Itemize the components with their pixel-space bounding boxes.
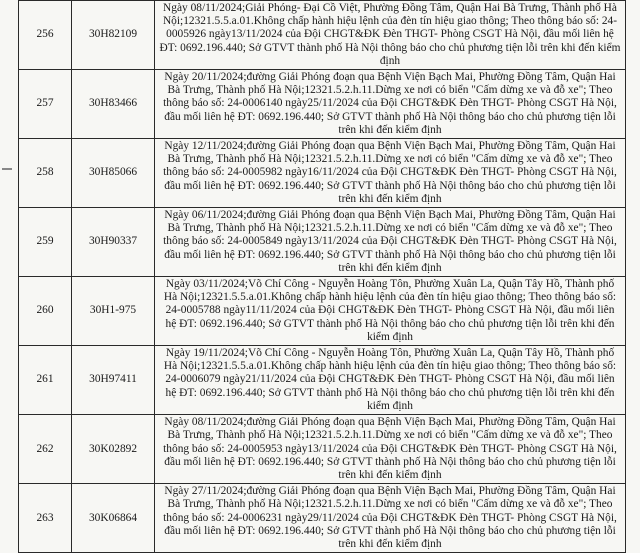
violation-details: Ngày 27/11/2024;đường Giải Phóng đoạn qua Bệnh Viện Bạch Mai, Phường Đồng Tâm, Quận Hai Bà Trưng, Thành phố Hà Nội;12321.5.2.h.11.Dừng xe nơi có biển "Cấm dừng xe và đỗ xe"; Theo thông báo số: 24-0006231 ngày29/11/2024 của Đội CHGT&ĐK Đèn THGT- Phòng CSGT Hà Nội, đầu mối liên hệ ĐT: 0692.196.440; Sở GTVT thành phố Hà Nội thông báo cho chủ phương tiện lỗi trên khi đến kiểm định [155, 484, 626, 553]
violation-details: Ngày 19/11/2024;Võ Chí Công - Nguyễn Hoàng Tôn, Phường Xuân La, Quận Tây Hồ, Thành phố Hà Nội;12321.5.5.a.01.Không chấp hành hiệu lệnh của đèn tín hiệu giao thông; Theo thông báo số: 24-0006079 ngày21/11/2024 của Đội CHGT&ĐK Đèn THGT- Phòng CSGT Hà Nội, đầu mối liên hệ ĐT: 0692.196.440; Sở GTVT thành phố Hà Nội thông báo cho chủ phương tiện lỗi trên khi đến kiểm định [155, 346, 626, 415]
violation-details: Ngày 08/11/2024;đường Giải Phóng đoạn qua Bệnh Viện Bạch Mai, Phường Đồng Tâm, Quận Hai Bà Trưng, Thành phố Hà Nội;12321.5.2.h.11.Dừng xe nơi có biển "Cấm dừng xe và đỗ xe"; Theo thông báo số: 24-0005953 ngày13/11/2024 của Đội CHGT&ĐK Đèn THGT- Phòng CSGT Hà Nội, đầu mối liên hệ ĐT: 0692.196.440; Sở GTVT thành phố Hà Nội thông báo cho chủ phương tiện lỗi trên khi đến kiểm định [155, 415, 626, 484]
margin-mark [2, 168, 12, 170]
violation-details: Ngày 06/11/2024;đường Giải Phóng đoạn qua Bệnh Viện Bạch Mai, Phường Đồng Tâm, Quận Hai Bà Trưng, Thành phố Hà Nội;12321.5.2.h.11.Dừng xe nơi có biển "Cấm dừng xe và đỗ xe"; Theo thông báo số: 24-0005849 ngày13/11/2024 của Đội CHGT&ĐK Đèn THGT- Phòng CSGT Hà Nội, đầu mối liên hệ ĐT: 0692.196.440; Sở GTVT thành phố Hà Nội thông báo cho chủ phương tiện lỗi trên khi đến kiểm định [155, 208, 626, 277]
license-plate: 30K02892 [72, 415, 155, 484]
license-plate: 30H82109 [72, 1, 155, 70]
violation-details: Ngày 08/11/2024;Giải Phóng- Đại Cồ Việt, Phường Đồng Tâm, Quận Hai Bà Trưng, Thành phố Hà Nội;12321.5.5.a.01.Không chấp hành hiệu lệnh của đèn tín hiệu giao thông; Theo thông báo số: 24-0005926 ngày13/11/2024 của Đội CHGT&ĐK Đèn THGT- Phòng CSGT Hà Nội, đầu mối liên hệ ĐT: 0692.196.440; Sở GTVT thành phố Hà Nội thông báo cho chủ phương tiện lỗi trên khi đến kiểm định [155, 1, 626, 70]
row-number: 260 [19, 277, 72, 346]
license-plate: 30H85066 [72, 139, 155, 208]
table-row [19, 70, 626, 139]
row-number: 259 [19, 208, 72, 277]
violation-details: Ngày 03/11/2024;Võ Chí Công - Nguyễn Hoàng Tôn, Phường Xuân La, Quận Tây Hồ, Thành phố Hà Nội;12321.5.5.a.01.Không chấp hành hiệu lệnh của đèn tín hiệu giao thông; Theo thông báo số: 24-0005788 ngày11/11/2024 của Đội CHGT&ĐK Đèn THGT- Phòng CSGT Hà Nội, đầu mối liên hệ ĐT: 0692.196.440; Sở GTVT thành phố Hà Nội thông báo cho chủ phương tiện lỗi trên khi đến kiểm định [155, 277, 626, 346]
row-number: 256 [19, 1, 72, 70]
license-plate: 30H97411 [72, 346, 155, 415]
table-row [19, 415, 626, 484]
row-number: 261 [19, 346, 72, 415]
table-row [19, 139, 626, 208]
violations-table [18, 0, 626, 553]
license-plate: 30H83466 [72, 70, 155, 139]
table-row [19, 484, 626, 553]
license-plate: 30H90337 [72, 208, 155, 277]
row-number: 258 [19, 139, 72, 208]
violation-details: Ngày 20/11/2024;đường Giải Phóng đoạn qua Bệnh Viện Bạch Mai, Phường Đồng Tâm, Quận Hai Bà Trưng, Thành phố Hà Nội;12321.5.2.h.11.Dừng xe nơi có biển "Cấm dừng xe và đỗ xe"; Theo thông báo số: 24-0006140 ngày25/11/2024 của Đội CHGT&ĐK Đèn THGT- Phòng CSGT Hà Nội, đầu mối liên hệ ĐT: 0692.196.440; Sở GTVT thành phố Hà Nội thông báo cho chủ phương tiện lỗi trên khi đến kiểm định [155, 70, 626, 139]
table-row [19, 1, 626, 70]
row-number: 262 [19, 415, 72, 484]
row-number: 257 [19, 70, 72, 139]
table-row [19, 208, 626, 277]
table-row [19, 346, 626, 415]
row-number: 263 [19, 484, 72, 553]
violation-details: Ngày 12/11/2024;đường Giải Phóng đoạn qua Bệnh Viện Bạch Mai, Phường Đồng Tâm, Quận Hai Bà Trưng, Thành phố Hà Nội;12321.5.2.h.11.Dừng xe nơi có biển "Cấm dừng xe và đỗ xe"; Theo thông báo số: 24-0005982 ngày16/11/2024 của Đội CHGT&ĐK Đèn THGT- Phòng CSGT Hà Nội, đầu mối liên hệ ĐT: 0692.196.440; Sở GTVT thành phố Hà Nội thông báo cho chủ phương tiện lỗi trên khi đến kiểm định [155, 139, 626, 208]
license-plate: 30H1-975 [72, 277, 155, 346]
table-row [19, 277, 626, 346]
license-plate: 30K06864 [72, 484, 155, 553]
